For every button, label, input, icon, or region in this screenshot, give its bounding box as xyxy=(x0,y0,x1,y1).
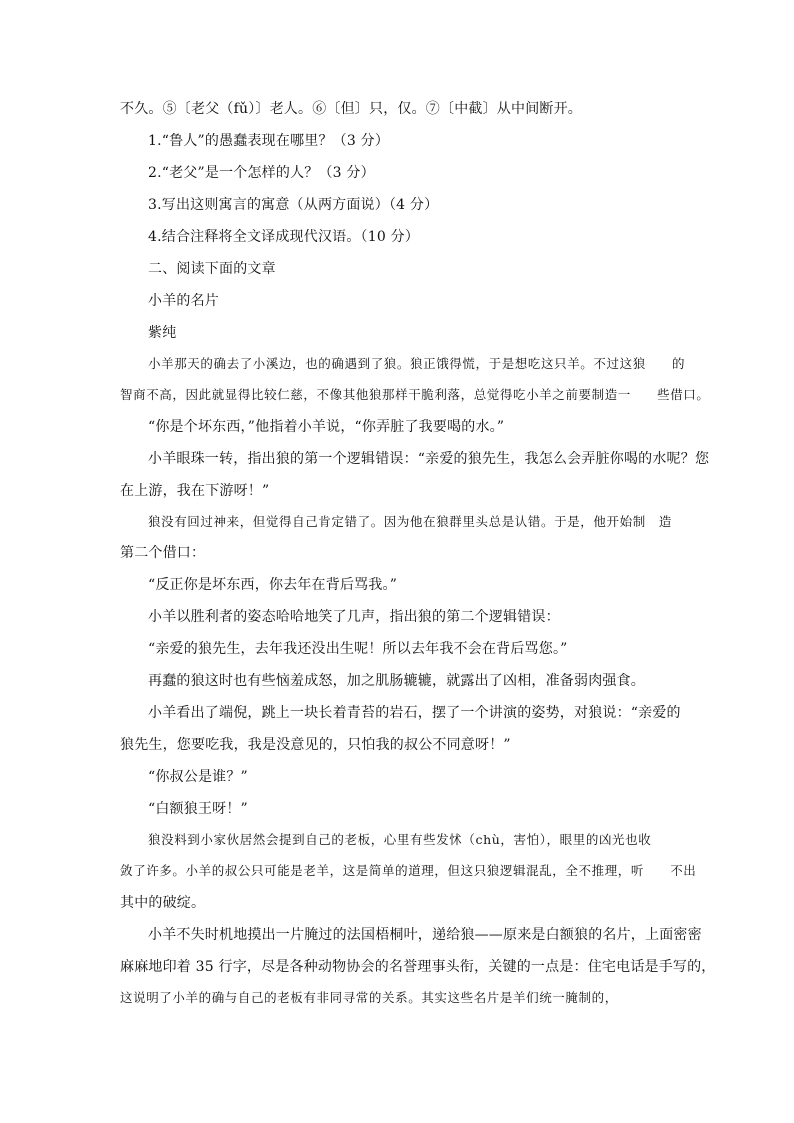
paragraph-line: 小羊那天的确去了小溪边，也的确遇到了狼。狼正饿得慌，于是想吃这只羊。不过这狼 的 xyxy=(148,356,686,371)
paragraph-line: 再蠢的狼这时也有些恼羞成怒，加之肌肠辘辘，就露出了凶相，准备弱肉强食。 xyxy=(148,673,645,689)
question-3: 3.写出这则寓言的寓意（从两方面说）（4 分） xyxy=(148,197,439,213)
paragraph-line: 小羊眼珠一转，指出狼的第一个逻辑错误：“亲爱的狼先生，我怎么会弄脏你喝的水呢？您 xyxy=(148,451,710,467)
paragraph-line: 在上游，我在下游呀！” xyxy=(120,483,270,499)
paragraph-line: “你是个坏东西，”他指着小羊说，“你弄脏了我要喝的水。” xyxy=(148,419,505,435)
paragraph-line: 小羊以胜利者的姿态哈哈地笑了几声，指出狼的第二个逻辑错误： xyxy=(148,609,560,625)
footnote-line: 不久。⑤〔老父（fǔ）〕老人。⑥〔但〕只，仅。⑦〔中截〕从中间断开。 xyxy=(120,101,582,117)
article-author: 紫纯 xyxy=(148,325,177,341)
paragraph-line: 其中的破绽。 xyxy=(120,895,206,911)
paragraph-line: 这说明了小羊的确与自己的老板有非同寻常的关系。其实这些名片是羊们统一腌制的， xyxy=(120,990,618,1005)
paragraph-line: “反正你是坏东西，你去年在背后骂我。” xyxy=(148,577,398,593)
question-2: 2.“老父”是一个怎样的人？（3 分） xyxy=(148,165,375,181)
paragraph-line: 狼没料到小家伙居然会提到自己的老板，心里有些发怵（chù，害怕），眼里的凶光也收 xyxy=(148,832,652,847)
paragraph-line: 敛了许多。小羊的叔公只可能是老羊，这是简单的道理，但这只狼逻辑混乱，全不推理，听 不出 xyxy=(120,863,697,878)
paragraph-line: 第二个借口： xyxy=(120,545,206,561)
article-title: 小羊的名片 xyxy=(148,293,219,309)
paragraph-line: 狼没有回过神来，但觉得自己肯定错了。因为他在狼群里头总是认错。于是，他开始制 造 xyxy=(148,514,673,529)
paragraph-line: 狼先生，您要吃我，我是没意见的，只怕我的叔公不同意呀！” xyxy=(120,737,511,753)
paragraph-line: “你叔公是谁？” xyxy=(148,769,248,785)
question-4: 4.结合注释将全文译成现代汉语。（10 分） xyxy=(148,229,420,245)
paragraph-line: 麻麻地印着 35 行字，尽是各种动物协会的名誉理事头衔，关键的一点是：住宅电话是手写的， xyxy=(120,959,716,975)
paragraph-line: 小羊不失时机地摸出一片腌过的法国梧桐叶，递给狼——原来是白额狼的名片，上面密密 xyxy=(148,927,702,943)
paragraph-line: 智商不高，因此就显得比较仁慈，不像其他狼那样干脆利落，总觉得吃小羊之前要制造一 些借口。 xyxy=(120,387,710,402)
paragraph-line: “白额狼王呀！” xyxy=(148,801,248,817)
paragraph-line: 小羊看出了端倪，跳上一块长着青苔的岩石，摆了一个讲演的姿势，对狼说：“亲爱的 xyxy=(148,705,681,721)
section-heading: 二、阅读下面的文章 xyxy=(148,261,276,277)
question-1: 1.“鲁人”的愚蠢表现在哪里？（3 分） xyxy=(148,133,390,149)
paragraph-line: “亲爱的狼先生，去年我还没出生呢！所以去年我不会在背后骂您。” xyxy=(148,641,568,657)
